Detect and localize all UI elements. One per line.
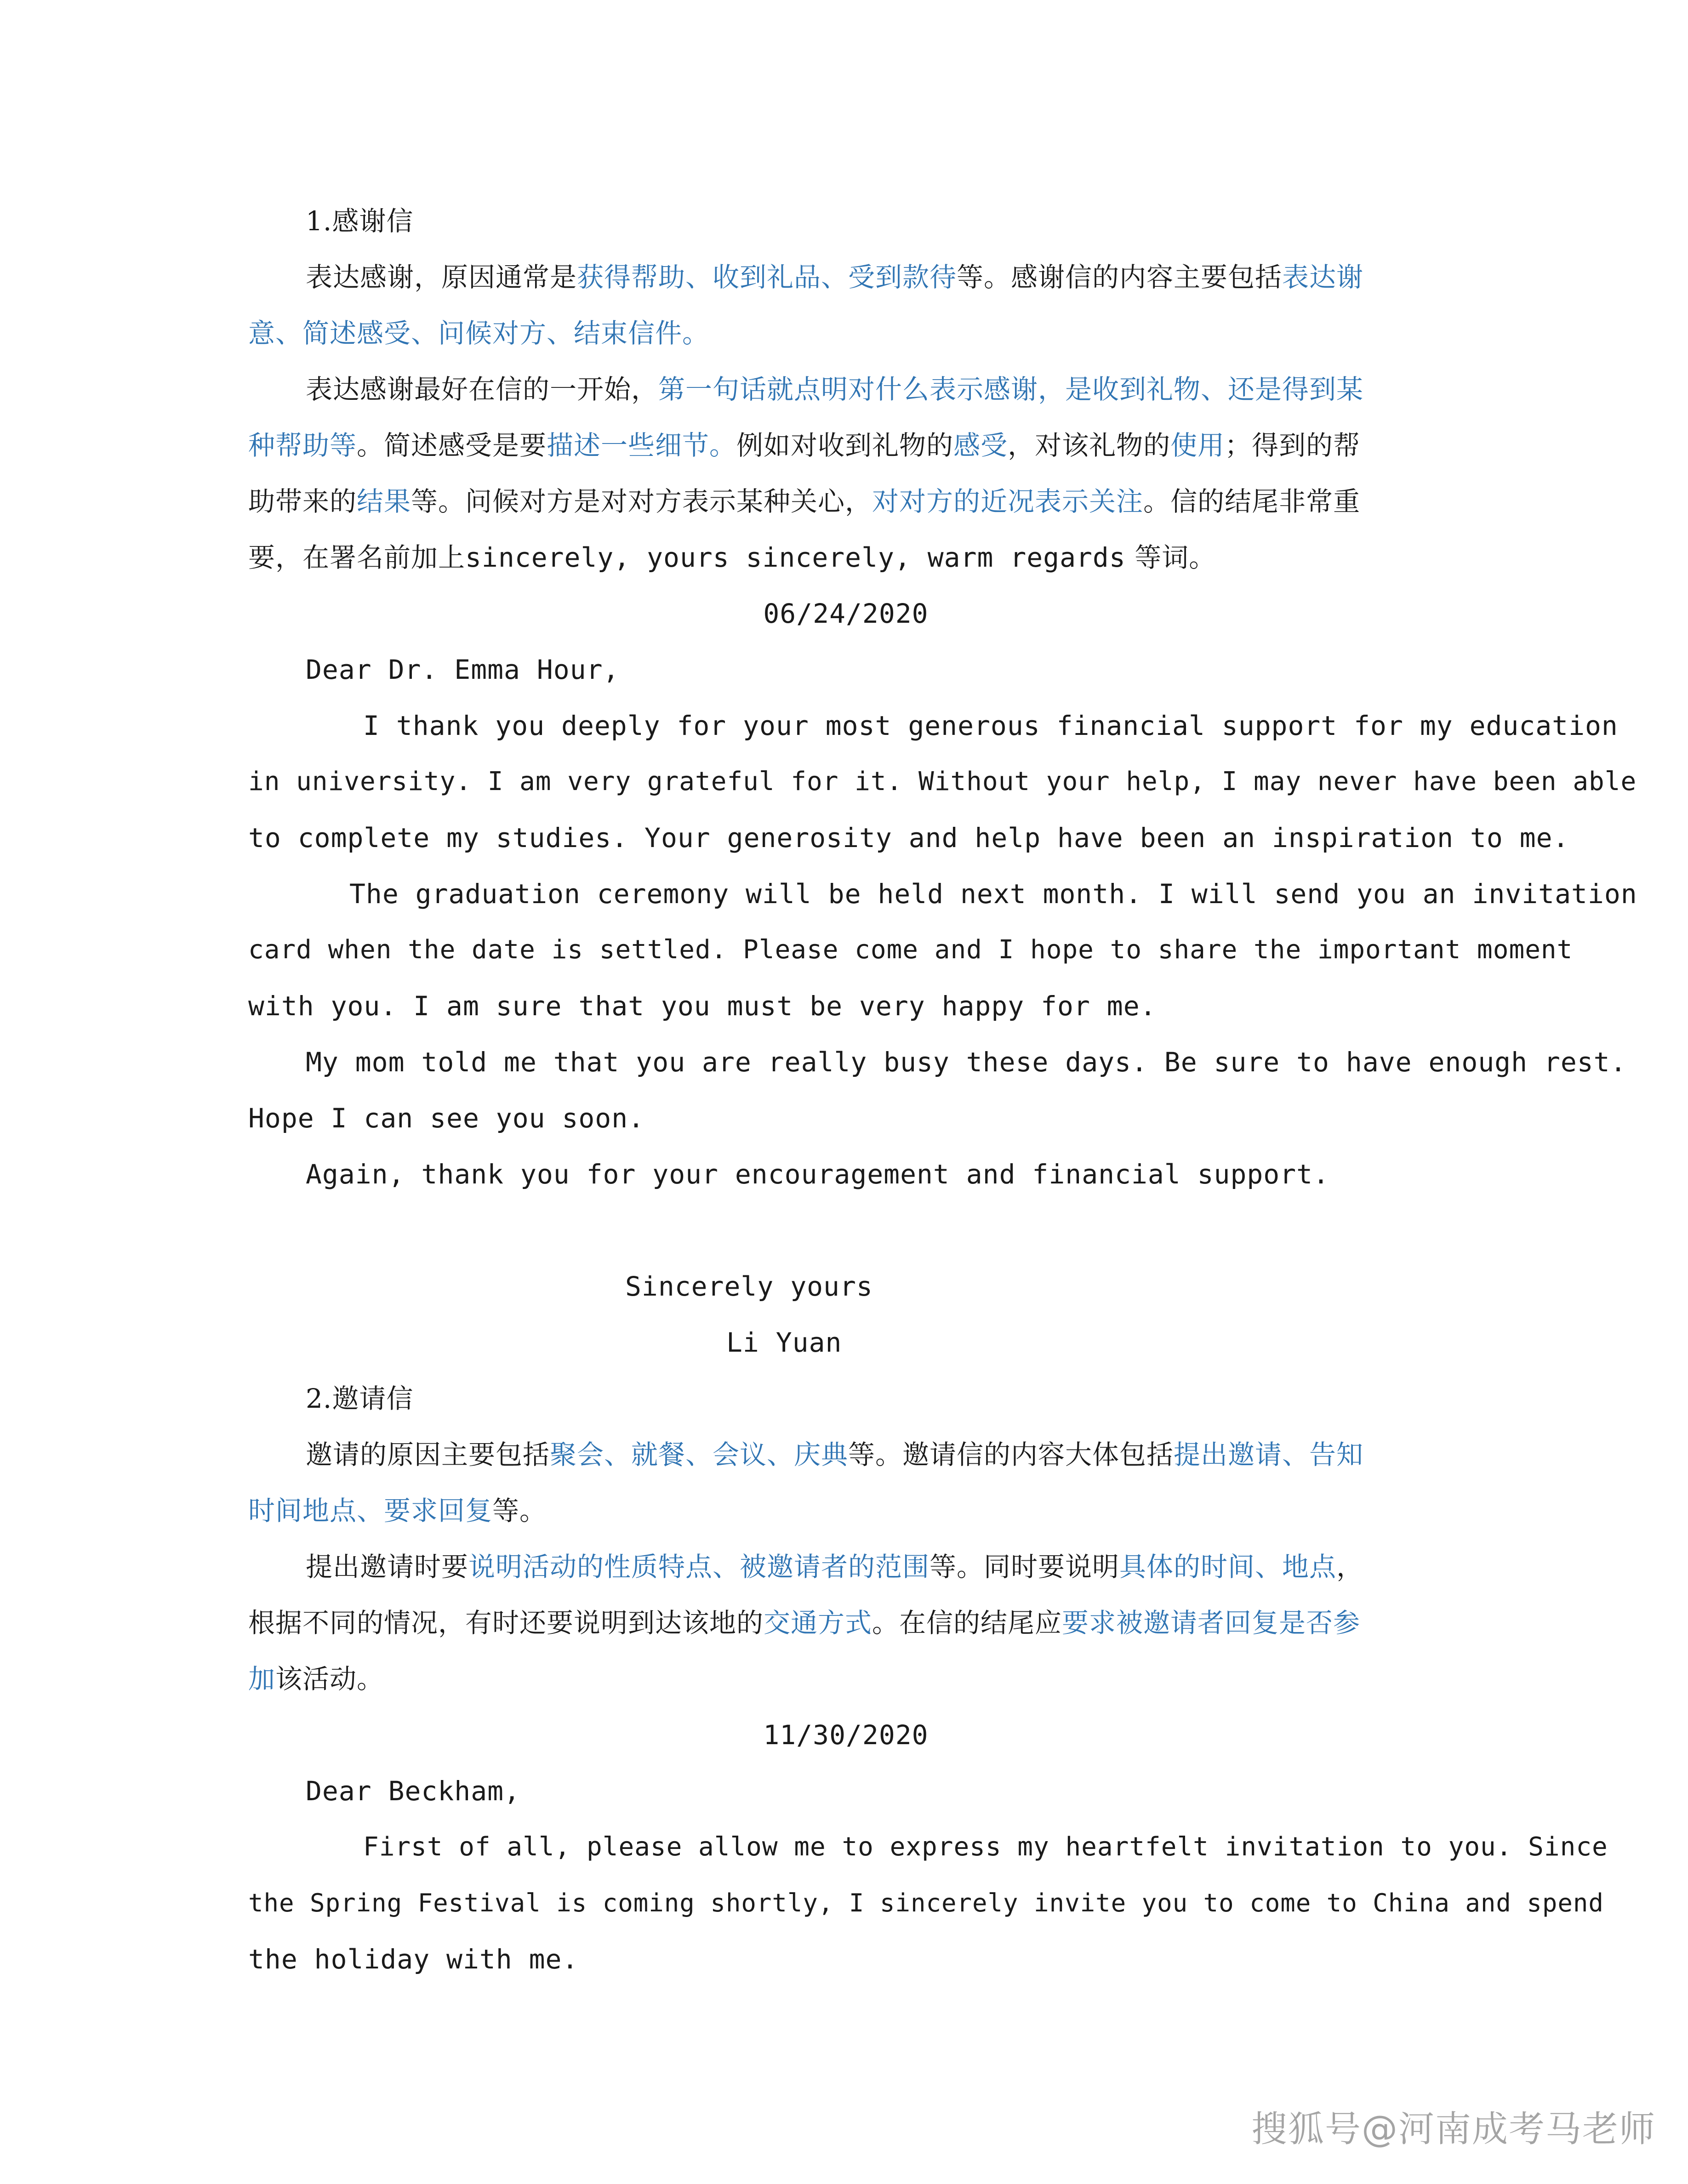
text: 。在信的结尾应: [872, 1607, 1062, 1638]
letter1-body3-line1: My mom told me that you are really busy these days. Be sure to have enough rest.: [306, 1046, 1627, 1078]
text: 邀请的原因主要包括: [306, 1439, 550, 1470]
letter2-date: 11/30/2020: [763, 1719, 929, 1751]
text: 等。问候对方是对对方表示某种关心，: [411, 486, 873, 517]
section1-p2-line1: [248, 361, 1443, 417]
section2-p2-line3: [248, 1651, 1443, 1707]
text: 表达感谢最好在信的一开始，: [306, 374, 659, 405]
text: 例如对收到礼物的: [736, 430, 954, 461]
highlight: 说明活动的性质特点、被邀请者的范围: [468, 1551, 930, 1582]
highlight: 种帮助等: [248, 430, 357, 461]
text: 表达感谢，原因通常是: [306, 262, 577, 293]
section1-p1-line1: [248, 249, 1443, 305]
highlight: 加: [248, 1663, 276, 1695]
highlight: 具体的时间、地点: [1119, 1551, 1337, 1582]
section2-heading: 2.邀请信: [306, 1383, 414, 1414]
section1-p2-line2: [248, 417, 1443, 473]
letter2-salutation: Dear Beckham,: [306, 1775, 520, 1807]
highlight: 表达谢: [1282, 262, 1364, 293]
section1-heading: 1.感谢信: [306, 205, 414, 237]
highlight: 描述一些细节。: [547, 430, 737, 461]
highlight: 对对方的近况表示关注: [872, 486, 1144, 517]
section2-p1-line1: [248, 1427, 1443, 1483]
text: ；得到的帮: [1225, 430, 1361, 461]
letter1-signature: Li Yuan: [726, 1327, 842, 1358]
text: 要，在署名前加上: [248, 542, 466, 573]
text: 等。: [492, 1495, 547, 1526]
letter1-body2-line2: card when the date is settled. Please come and I hope to share the important moment: [248, 935, 1573, 965]
document-page: [248, 193, 1637, 1987]
section1-p2-line4: [248, 529, 1443, 586]
section2-p1-line2: [248, 1483, 1443, 1539]
text: 。信的结尾非常重: [1143, 486, 1361, 517]
highlight: 第一句话就点明对什么表示感谢，是收到礼物、还是得到某: [658, 374, 1364, 405]
highlight: 时间地点、要求回复: [248, 1495, 493, 1526]
highlight: 结果: [357, 486, 411, 517]
section1-p1-line2: [248, 305, 1443, 361]
letter2-body1-line2: the Spring Festival is coming shortly, I sincerely invite you to come to China and spend: [248, 1888, 1604, 1917]
letter1-body3-line2: Hope I can see you soon.: [248, 1103, 645, 1134]
letter1-body4-line1: Again, thank you for your encouragement and financial support.: [306, 1159, 1329, 1190]
letter2-body1-line1: First of all, please allow me to express my heartfelt invitation to you. Since: [363, 1832, 1608, 1862]
highlight: 意、简述感受、问候对方、结束信件。: [248, 318, 710, 349]
highlight: 聚会、就餐、会议、庆典: [550, 1439, 849, 1470]
letter1-date: 06/24/2020: [763, 598, 929, 629]
text: 提出邀请时要: [306, 1551, 469, 1582]
watermark-text: 搜狐号@河南成考马老师: [1251, 2109, 1656, 2150]
letter1-closing: Sincerely yours: [625, 1271, 873, 1302]
text: 等。同时要说明: [930, 1551, 1120, 1582]
highlight: 获得帮助、收到礼品、受到款待: [577, 262, 957, 293]
text: 等词。: [1125, 542, 1216, 573]
letter1-body2-line3: with you. I am sure that you must be very happy for me.: [248, 990, 1157, 1022]
text: 等。感谢信的内容主要包括: [957, 262, 1283, 293]
text: 助带来的: [248, 486, 357, 517]
section2-p2-line2: [248, 1595, 1443, 1651]
letter1-body1-line1: I thank you deeply for your most generous financial support for my education: [363, 710, 1618, 741]
text: 等。邀请信的内容大体包括: [848, 1439, 1174, 1470]
highlight: 提出邀请、告知: [1174, 1439, 1364, 1470]
section2-p2-line1: [248, 1539, 1443, 1595]
highlight: 感受: [953, 430, 1008, 461]
letter1-body1-line3: to complete my studies. Your generosity and help have been an inspiration to me.: [248, 822, 1569, 853]
text: 根据不同的情况，有时还要说明到达该地的: [248, 1607, 764, 1638]
letter1-body2-line1: The graduation ceremony will be held next month. I will send you an invitation: [349, 878, 1637, 910]
letter1-body1-line2: in university. I am very grateful for it. Without your help, I may never have been able: [248, 767, 1637, 796]
spacer: [248, 1202, 1443, 1258]
section1-p2-line3: [248, 473, 1443, 529]
letter2-body1-line3: the holiday with me.: [248, 1944, 579, 1975]
letter1-salutation: Dear Dr. Emma Hour,: [306, 654, 620, 685]
text: sincerely, yours sincerely, warm regards: [465, 542, 1126, 573]
highlight: 要求被邀请者回复是否参: [1062, 1607, 1361, 1638]
text: 该活动。: [275, 1663, 384, 1695]
text: ，: [1336, 1551, 1364, 1582]
highlight: 交通方式: [764, 1607, 873, 1638]
text: ，对该礼物的: [1008, 430, 1171, 461]
text: 。简述感受是要: [357, 430, 547, 461]
highlight: 使用: [1170, 430, 1225, 461]
